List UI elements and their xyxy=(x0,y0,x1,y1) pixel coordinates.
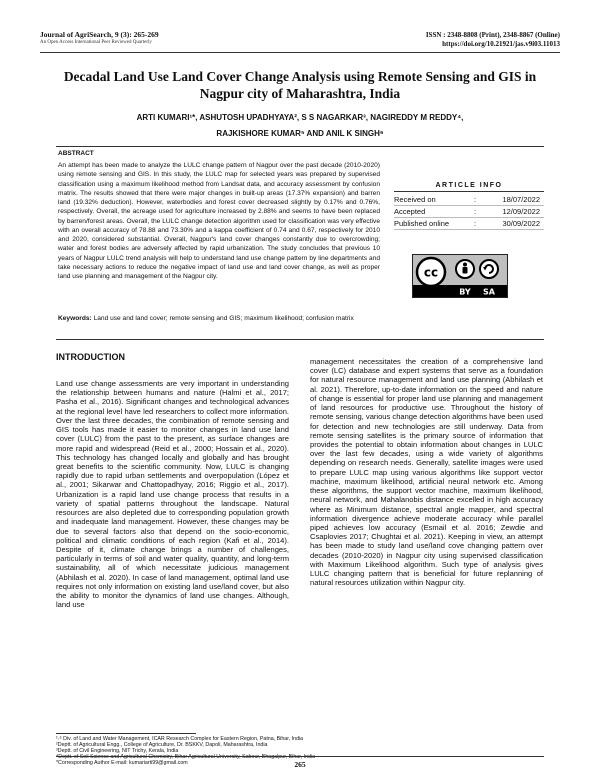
cc-license-graphic xyxy=(413,255,507,297)
info-row-received: Received on : 18/07/2022 xyxy=(394,194,544,206)
info-row-published: Published online : 30/09/2022 xyxy=(394,218,544,230)
authors-line-2: RAJKISHORE KUMAR⁵ AND ANIL K SINGH⁶ xyxy=(216,129,384,138)
svg-text:BY: BY xyxy=(459,287,471,297)
svg-text:SA: SA xyxy=(483,287,495,297)
issn: ISSN : 2348-8808 (Print), 2348-8867 (Online) xyxy=(425,31,560,39)
footnote-rule xyxy=(56,733,196,734)
page-number: 265 xyxy=(294,760,306,769)
paper-title: Decadal Land Use Land Cover Change Analysis using Remote Sensing and GIS in Nagpur city of Maharashtra, India xyxy=(63,69,537,101)
keywords-label: Keywords: xyxy=(58,315,92,322)
footnote-1: ¹˒⁶ Div. of Land and Water Management, ICAR Research Complex for Eastern Region, Patna, Bihar, India xyxy=(56,736,304,742)
introduction-heading: INTRODUCTION xyxy=(56,352,125,362)
footnote-4: ⁴Deptt. of Soil Science and Agricultural Chemistry, Bihar Agricultural University, Sabour, Bhagalpur, Bihar, India xyxy=(56,754,316,761)
abstract-text: An attempt has been made to analyze the LULC change pattern of Nagpur over the past decade (2010-2020) using remote sensing and GIS. In this study, the LULC map for selected years was prepared by supervised classification using a maximum likelihood method from Landsat data, and accuracy assessment by confusion matrix. The results showed that there were major changes in built-up areas (17.37% expansion) and barren land (19.32% deduction). However, waterbodies and forest cover decreased slightly by 0.17% and 0.76%, respectively. Overall, the acreage used for agriculture increased by 2.88% and seems to have been replaced by barren/forest areas. Overall, the LULC change detection algorithm used for classification was very effective with an overall accuracy of 78.88 and 73.30% and a kappa coefficient of 0.74 and 0.67, respectively for 2010 and 2020, considered substantial. Overall, Nagpur's land cover changes constantly due to overcrowding; water and forest bodies are adversely affected by rapid urbanization. The study concludes that previous 10 years of Nagpur LULC trend analysis will help to understand land use change pattern by line departments and take necessary actions to reduce the negative impact of land use and land cover change, as well as proper land use planning and management of the Nagpur city. xyxy=(58,162,380,280)
authors-line-1: ARTI KUMARI¹*, ASHUTOSH UPADHYAYA², S S NAGARKAR³, NAGIREDDY M REDDY⁴, xyxy=(136,113,464,122)
intro-column-right xyxy=(310,357,543,587)
journal-header xyxy=(40,31,159,47)
footnote-corresponding: *Corresponding Author E-mail: kumariarti99@gmail.com xyxy=(56,760,188,767)
journal-name: Journal of AgriSearch, 9 (3): 265-269 xyxy=(40,30,159,39)
footnote-3: ³Deptt. of Civil Engineering, NIT Trichy, Kerala, India xyxy=(56,748,179,755)
doi-link[interactable]: https://doi.org/10.21921/jas.v9i03.11013 xyxy=(442,39,560,48)
keywords-text: Land use and land cover; remote sensing and GIS; maximum likelihood; confusion matrix xyxy=(93,315,354,322)
article-info-heading: ARTICLE INFO xyxy=(394,182,544,192)
footnote-2: ²Deptt. of Agricultural Engg., College of Agriculture, Dr. BSKKV, Dapoli, Maharashtra, India xyxy=(56,742,268,749)
intro-paragraph-1: Land use change assessments are very important in understanding the relationship between humans and nature (Halmi et al., 2017; Pasha et al., 2016). Significant changes and technological advances at the regional level have led researchers to collect more information. Over the last three decades, the combination of remote sensing and GIS tools has made it easier to monitor changes in land use land cover (LULC) from the past to the present, as surface changes are more rapid and widespread (Reid et al., 2000; Hossain et al., 2020). This technology has changed locally and globally and has brought great benefits to the scientific community. Now, LULC is changing rapidly due to rapid urban settlements and overpopulation (López et al., 2001; Sikarwar and Chattopadhyay, 2016; Riggio et al., 2017). Urbanization is a rapid land use change process that results in a variety of spatial patterns throughout the landscape. Natural resources are also depleted due to corresponding population growth and inadequate land management. However, these changes may be due to several factors also that depend on the socio-economic, political and climatic conditions of each region (Kafi et al., 2014). Despite of it, climate change brings a number of challenges, particularly in terms of soil and water quality, quantity, and long-term sustainability, all of which necessitate judicious management (Abhilash et al. 2020). In case of land management, optimal land use requires not only information on existing land use/land cover, but also the ability to monitor the dynamics of land use changes. Although, land use xyxy=(56,379,289,610)
keywords xyxy=(58,314,380,323)
intro-paragraph-2: management necessitates the creation of a comprehensive land cover (LC) database and expert systems that serve as a foundation for natural resource management and land use planning (Abhilash et al. 2021). Therefore, up-to-date information on the speed and nature of change is essential for proper land use planning and management of land resources for productive use. Throughout the history of remote sensing, various change detection algorithms have been used for detection and new technologies are still underway. Data from remote sensing satellites is the primary source of information that provides the potential to obtain information about changes in LULC over the last few decades, using a wide variety of algorithms depending on research needs. Generally, satellite images were used to prepare LULC map using various algorithms like support vector machine, maximum likelihood, artificial neural network etc. Among these algorithms, the support vector machine, maximum likelihood, neural network, and Mahalanobis distance excelled in high accuracy where as Minimum distance, spectral angle mapper, and spectral information divergence achieve moderate accuracy while parallel piped achieves low accuracy (Esmail et al. 2016; Zewdie and Csaplovies 2017; Chughtai et al. 2021). Keeping in view, an attempt has been made to study land use/land cove changing pattern over decades (2010-2020) in Nagpur city using supervised classification with Maximum Likelihood algorithm. Such type of analysis gives LULC changing pattern that is beneficial for future replanning of natural resources utilization within Nagpur city. xyxy=(310,357,543,588)
info-row-accepted: Accepted : 12/09/2022 xyxy=(394,206,544,218)
abstract-top-rule xyxy=(56,146,544,147)
issn-block xyxy=(426,31,560,48)
intro-column-left xyxy=(56,379,289,609)
page-bottom-rule xyxy=(56,756,544,757)
abstract-label: ABSTRACT xyxy=(58,150,94,157)
article-info xyxy=(394,182,544,230)
authors xyxy=(60,110,540,142)
abstract-bottom-rule xyxy=(56,339,544,340)
journal-subtitle: An Open Access International Peer Reviewed Quarterly xyxy=(40,40,152,45)
cc-by-sa-license-badge[interactable] xyxy=(412,254,508,298)
header-rule xyxy=(40,52,560,53)
svg-text:cc: cc xyxy=(423,265,439,280)
share-alike-icon xyxy=(480,260,498,278)
